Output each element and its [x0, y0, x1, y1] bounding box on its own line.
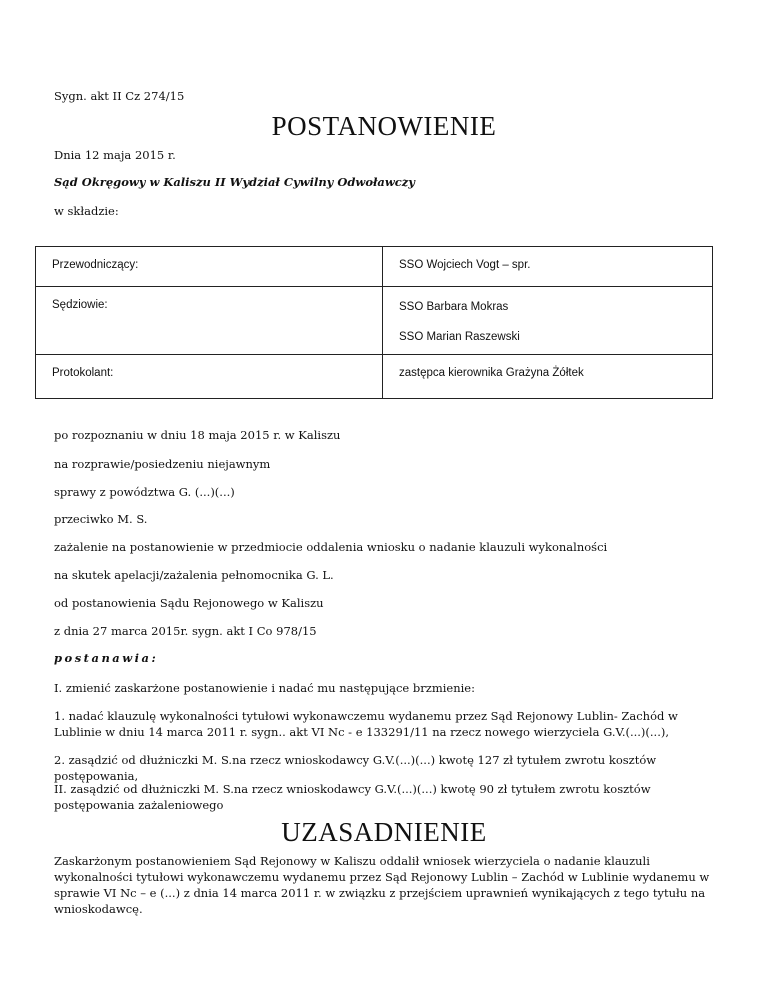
panel-value	[383, 287, 713, 355]
justification-paragraph: Zaskarżonym postanowieniem Sąd Rejonowy w Kaliszu oddalił wniosek wierzyciela o nadanie klauzuli wykonalności tytułowi wykonawczemu wydanemu przez Sąd Rejonowy Lublin – Zachód w Lublinie wydanemu w sprawie VI Nc – e (...) z dnia 14 marca 2011 r. w związku z przejściem uprawnień wynikających z tego tytułu na wnioskodawcę.	[54, 854, 710, 916]
court-name: Sąd Okręgowy w Kaliszu II Wydział Cywilny Odwoławczy	[54, 175, 415, 189]
panel-row-clerk	[36, 355, 713, 399]
panel-value-line: SSO Barbara Mokras	[399, 301, 509, 313]
date-line: Dnia 12 maja 2015 r.	[54, 148, 176, 162]
panel-table	[35, 246, 713, 399]
case-number: Sygn. akt II Cz 274/15	[54, 89, 185, 103]
panel-label: Sędziowie:	[36, 287, 383, 355]
text-line: na skutek apelacji/zażalenia pełnomocnika G. L.	[54, 568, 334, 582]
justification-title: UZASADNIENIE	[281, 817, 487, 847]
text-line: od postanowienia Sądu Rejonowego w Kaliszu	[54, 596, 324, 610]
composition-intro: w składzie:	[54, 204, 119, 218]
text-line: z dnia 27 marca 2015r. sygn. akt I Co 978/15	[54, 624, 317, 638]
panel-value-line: zastępca kierownika Grażyna Żółtek	[399, 367, 584, 379]
panel-label: Protokolant:	[36, 355, 383, 399]
text-line: przeciwko M. S.	[54, 512, 148, 526]
ruling-paragraph: 2. zasądzić od dłużniczki M. S.na rzecz wnioskodawcy G.V.(...)(...) kwotę 127 zł tytułem zwrotu kosztów postępowania,	[54, 753, 657, 783]
decides-heading: postanawia:	[54, 651, 159, 665]
panel-label: Przewodniczący:	[36, 247, 383, 287]
panel-row-chair	[36, 247, 713, 287]
panel-value	[383, 355, 713, 399]
ruling-paragraph: II. zasądzić od dłużniczki M. S.na rzecz wnioskodawcy G.V.(...)(...) kwotę 90 zł tytułem zwrotu kosztów postępowania zażaleniowego	[54, 782, 651, 812]
text-line: na rozprawie/posiedzeniu niejawnym	[54, 457, 271, 471]
text-line: zażalenie na postanowienie w przedmiocie oddalenia wniosku o nadanie klauzuli wykonalności	[54, 540, 608, 554]
ruling-paragraph: 1. nadać klauzulę wykonalności tytułowi wykonawczemu wydanemu przez Sąd Rejonowy Lublin- Zachód w Lublinie w dniu 14 marca 2011 r. sygn.. akt VI Nc - e 133291/11 na rzecz nowego wierzyciela G.V.(...)(...),	[54, 709, 678, 739]
text-line: po rozpoznaniu w dniu 18 maja 2015 r. w Kaliszu	[54, 428, 341, 442]
panel-value	[383, 247, 713, 287]
ruling-paragraph: I. zmienić zaskarżone postanowienie i nadać mu następujące brzmienie:	[54, 681, 475, 695]
document-title: POSTANOWIENIE	[271, 111, 497, 141]
text-line: sprawy z powództwa G. (...)(...)	[54, 485, 235, 499]
panel-row-judges	[36, 287, 713, 355]
panel-value-line: SSO Wojciech Vogt – spr.	[399, 259, 531, 271]
panel-value-line: SSO Marian Raszewski	[399, 331, 520, 343]
